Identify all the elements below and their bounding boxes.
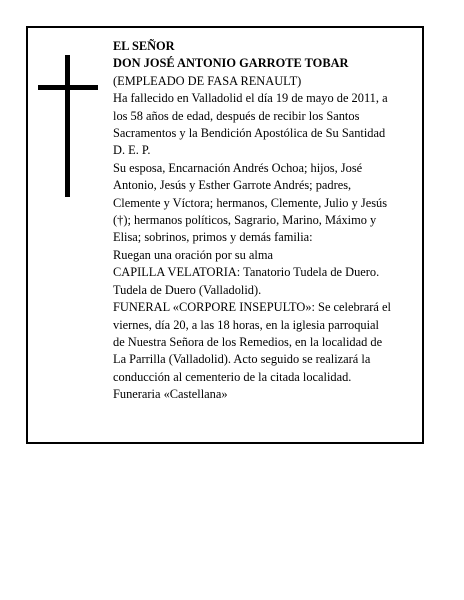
chapel-info <box>113 264 423 299</box>
text-line: conducción al cementerio de la citada localidad. <box>113 369 352 384</box>
text-line: de Nuestra Señora de los Remedios, en la localidad de <box>113 334 383 349</box>
notice-title: EL SEÑOR <box>113 39 175 53</box>
latin-cross-icon <box>38 55 98 197</box>
text-line: (†); hermanos políticos, Sagrario, Marino, Máximo y <box>113 213 377 228</box>
text-line: los 58 años de edad, después de recibir los Santos <box>113 108 360 123</box>
text-line: D. E. P. <box>113 143 151 158</box>
prayer-request: Ruegan una oración por su alma <box>113 247 273 262</box>
funeral-home: Funeraria «Castellana» <box>113 387 228 402</box>
text-line: Su esposa, Encarnación Andrés Ochoa; hijos, José <box>113 160 363 175</box>
family-list <box>113 160 423 247</box>
cross-vertical-bar <box>65 55 70 197</box>
text-line: CAPILLA VELATORIA: Tanatorio Tudela de Duero. <box>113 265 380 280</box>
text-line: Sacramentos y la Bendición Apostólica de Su Santidad <box>113 126 386 141</box>
text-line: Elisa; sobrinos, primos y demás familia: <box>113 230 313 245</box>
text-line: viernes, día 20, a las 18 horas, en la iglesia parroquial <box>113 317 379 332</box>
death-announcement <box>113 90 423 160</box>
text-line: Clemente y Víctora; hermanos, Clemente, Julio y Jesús <box>113 195 388 210</box>
text-line: Tudela de Duero (Valladolid). <box>113 282 262 297</box>
text-line: La Parrilla (Valladolid). Acto seguido se realizará la <box>113 352 371 367</box>
deceased-name: DON JOSÉ ANTONIO GARROTE TOBAR <box>113 56 349 71</box>
obituary-text <box>113 38 423 404</box>
text-line: Ha fallecido en Valladolid el día 19 de mayo de 2011, a <box>113 91 388 106</box>
funeral-info <box>113 299 423 386</box>
cross-horizontal-bar <box>38 85 98 90</box>
text-line: FUNERAL «CORPORE INSEPULTO»: Se celebrará el <box>113 300 391 315</box>
text-line: Antonio, Jesús y Esther Garrote Andrés; padres, <box>113 178 352 193</box>
deceased-occupation: (EMPLEADO DE FASA RENAULT) <box>113 73 302 88</box>
